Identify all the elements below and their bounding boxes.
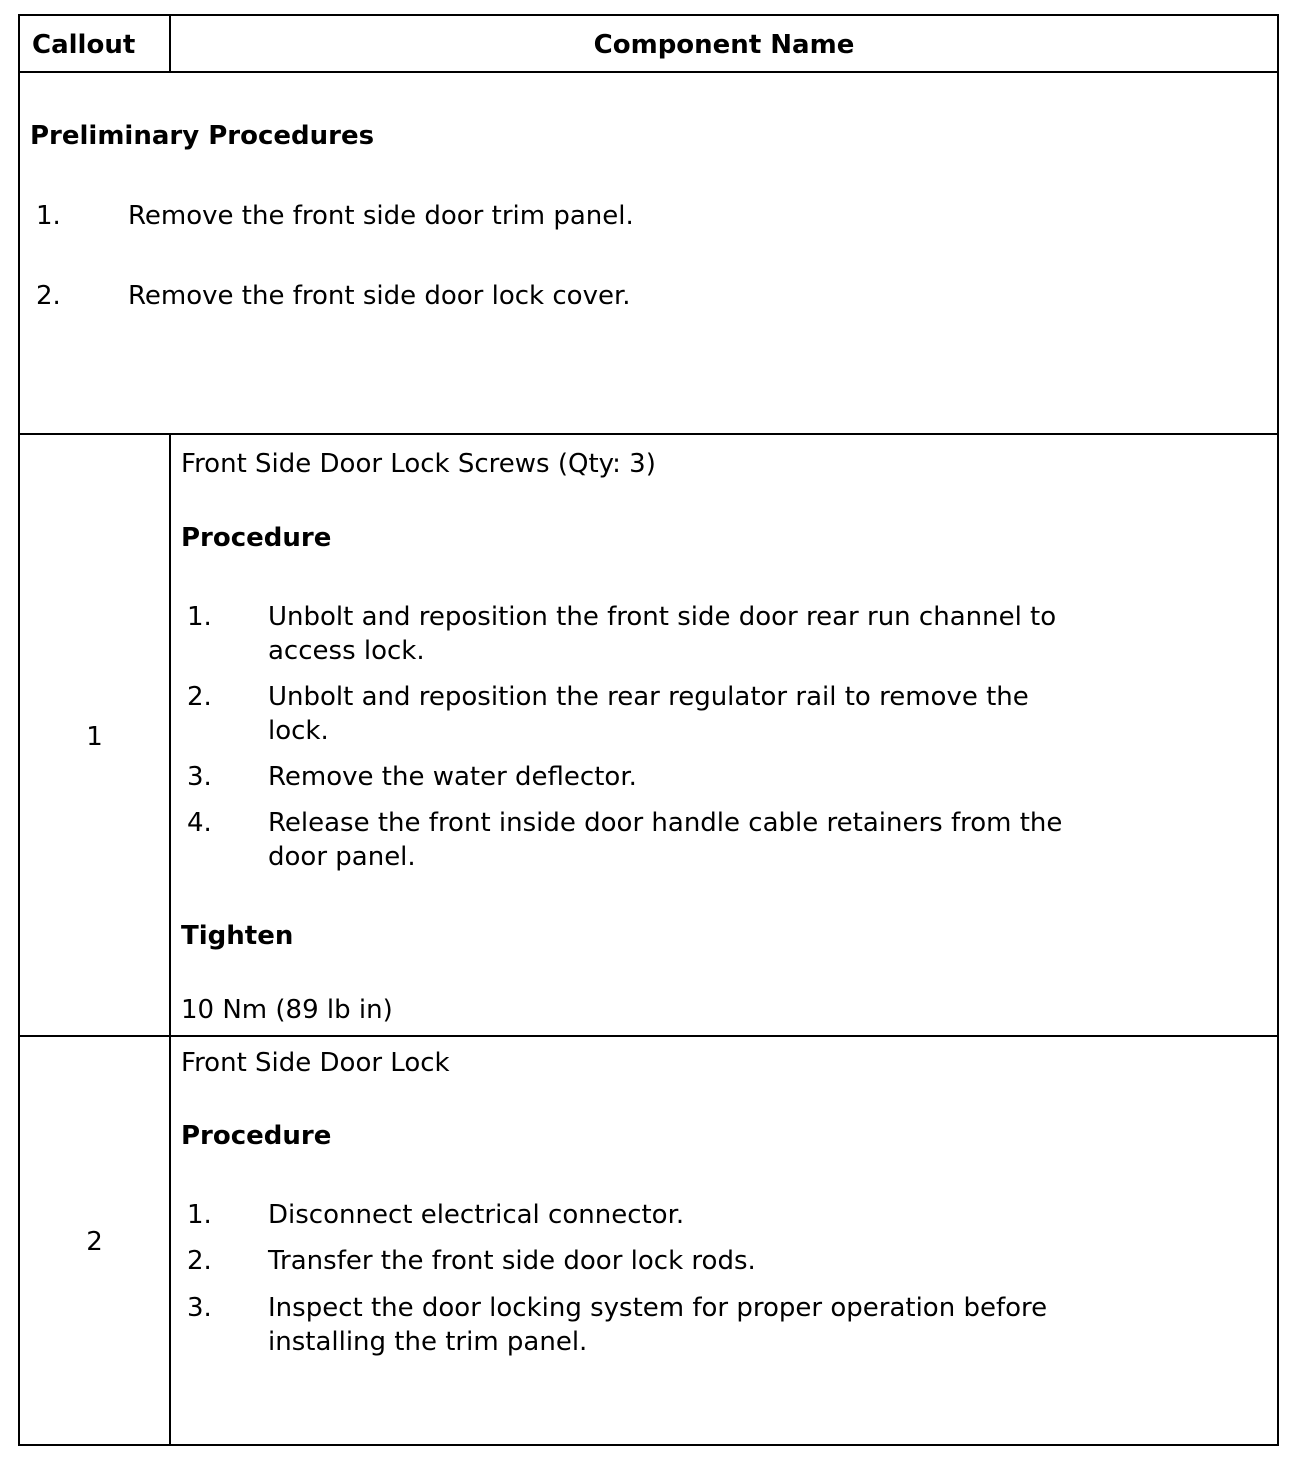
torque-value: 10 Nm (89 lb in) <box>181 995 393 1025</box>
component-name: Front Side Door Lock Screws (Qty: 3) <box>181 449 656 479</box>
callout-number: 2 <box>86 1227 103 1257</box>
component-name: Front Side Door Lock <box>181 1048 450 1078</box>
preliminary-step-number: 1. <box>36 201 61 231</box>
preliminary-divider <box>20 433 1277 435</box>
callout-number: 1 <box>86 722 103 752</box>
preliminary-title: Preliminary Procedures <box>30 121 375 151</box>
step-text: Release the front inside door handle cable retainers from the <box>268 808 1063 838</box>
step-text: Remove the water deflector. <box>268 762 637 792</box>
body-column-divider <box>169 433 171 1446</box>
step-text: Unbolt and reposition the front side door rear run channel to <box>268 602 1057 632</box>
procedure-title: Procedure <box>181 523 332 553</box>
procedure-table <box>18 14 1279 1446</box>
step-text: Inspect the door locking system for proper operation before <box>268 1293 1048 1323</box>
step-text: Transfer the front side door lock rods. <box>268 1246 756 1276</box>
step-text-continued: installing the trim panel. <box>268 1327 588 1357</box>
step-number: 3. <box>187 1293 212 1323</box>
step-text-continued: lock. <box>268 716 329 746</box>
preliminary-step-text: Remove the front side door lock cover. <box>128 281 631 311</box>
procedure-title: Procedure <box>181 1121 332 1151</box>
preliminary-step-text: Remove the front side door trim panel. <box>128 201 634 231</box>
step-text: Disconnect electrical connector. <box>268 1200 685 1230</box>
step-number: 1. <box>187 602 212 632</box>
header-callout: Callout <box>32 30 136 60</box>
step-text: Unbolt and reposition the rear regulator rail to remove the <box>268 682 1029 712</box>
header-divider <box>20 71 1277 73</box>
step-number: 3. <box>187 762 212 792</box>
header-component-name: Component Name <box>593 30 855 60</box>
step-number: 1. <box>187 1200 212 1230</box>
step-number: 2. <box>187 682 212 712</box>
tighten-title: Tighten <box>181 921 294 951</box>
step-text-continued: access lock. <box>268 636 425 666</box>
preliminary-step-number: 2. <box>36 281 61 311</box>
step-text-continued: door panel. <box>268 842 416 872</box>
row1-divider <box>20 1035 1277 1037</box>
step-number: 2. <box>187 1246 212 1276</box>
step-number: 4. <box>187 808 212 838</box>
